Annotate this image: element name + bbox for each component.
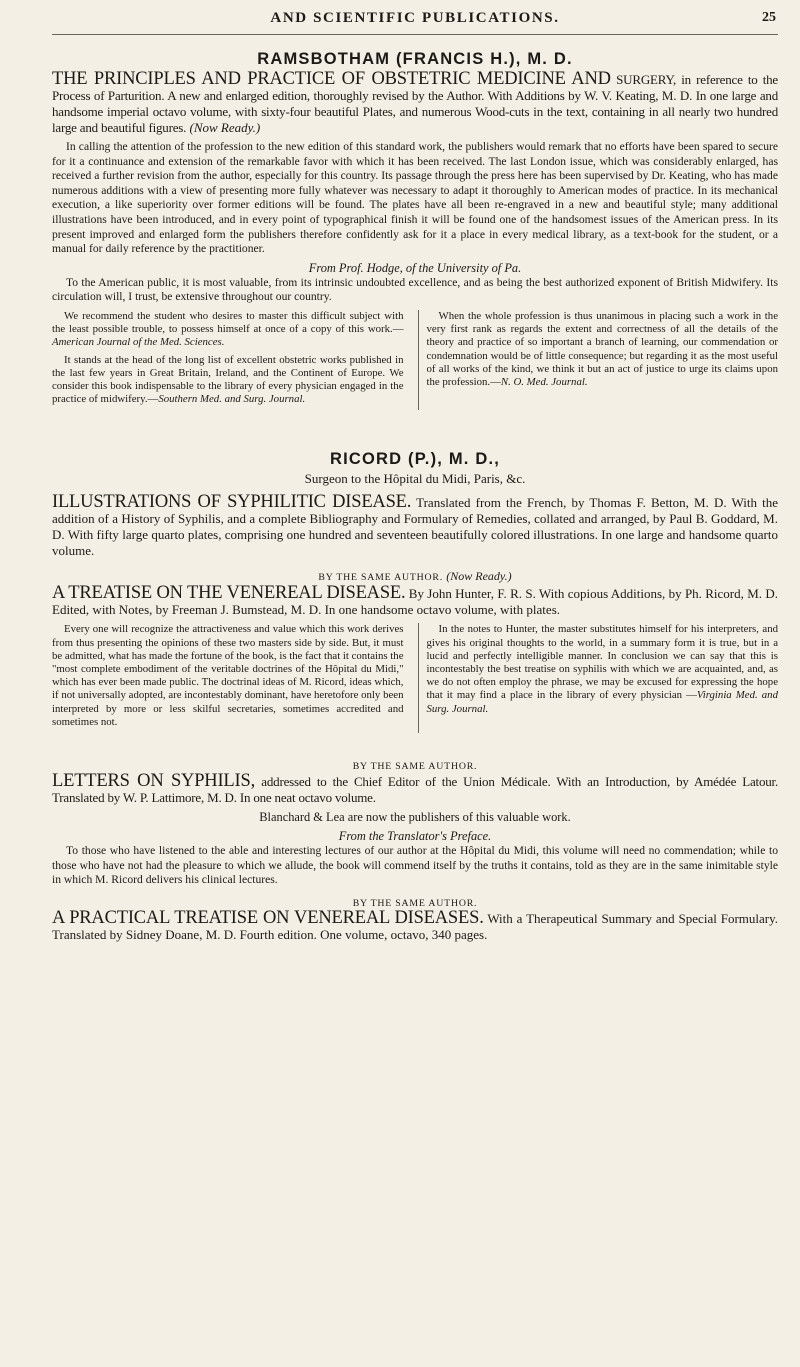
running-title: AND SCIENTIFIC PUBLICATIONS. (270, 10, 560, 26)
availability-status: (Now Ready.) (446, 569, 512, 584)
entry-practical-treatise (52, 898, 778, 943)
book-title (52, 907, 779, 943)
review-item: When the whole profession is thus unanimous in placing such a work in the very first rank as regards the extent and correctness of all the details of the theory and practice of so important a branch of learning, our commendation or condemnation would be of little consequence; but regarding it as the most useful of all works of the kind, we think it but an act of justice to urge its claims upon the profession.—N. O. Med. Journal. (426, 309, 778, 388)
book-title (52, 770, 779, 806)
book-details: Translated from the French, by Thomas F. Betton, M. D. With the addition of a History of Syphilis, and a complete Bibliography and Formulary of Remedies, collated and arranged, by Paul B. Goddard, M. D. With fifty large quarto plates, comprising one hundred and seventeen beautifully colored illustrations. In one large and handsome quarto volume. (52, 495, 779, 559)
review-column-right (418, 310, 779, 410)
quote-text: To the American public, it is most valuable, from its intrinsic undoubted excellence, and as being the best authorized exponent of British Midwifery. Its circulation will, I trust, be extensive throughout our country. (52, 275, 778, 304)
book-details: By John Hunter, F. R. S. With copious Additions, by Ph. Ricord, M. D. Edited, with Notes, by Freeman J. Bumstead, M. D. In one handsome octavo volume, with plates. (52, 586, 778, 618)
entry-ramsbotham (52, 50, 778, 410)
review-column-left (52, 310, 404, 410)
entry-letters (52, 761, 778, 888)
running-header (52, 10, 778, 35)
review-item: We recommend the student who desires to master this difficult subject with the least possible trouble, to possess himself at once of a copy of this work.—American Journal of the Med. Sciences. (52, 309, 404, 349)
review-item: It stands at the head of the long list of excellent obstetric works published in the last few years in Great Britain, Ireland, and the Continent of Europe. We consider this book indispensable to the library of every physician engaged in the practice of midwifery.—Southern Med. and Surg. Journal. (52, 353, 404, 406)
review-item: Every one will recognize the attractiveness and value which this work derives from thus presenting the opinions of these two masters side by side. But, it must be admitted, what has made the fortune of the book, is the fact that it contains the "most complete embodiment of the veritable doctrines of the Hôpital du Midi," which has ever been made public. The doctrinal ideas of M. Ricord, ideas which, if not universally adopted, are incontestably dominant, have heretofore only been interpreted by more or less skilful secretaries, sometimes accredited and sometimes not. (52, 623, 404, 728)
review-source: Southern Med. and Surg. Journal. (158, 393, 306, 406)
by-same-author: BY THE SAME AUTHOR. (352, 760, 478, 772)
page-number: 25 (762, 10, 776, 25)
review-source: American Journal of the Med. Sciences. (52, 336, 225, 349)
entry-hunter (52, 569, 778, 733)
book-title-continued: addressed to the Chief Editor of the Union Médicale. With an Introduction, by Amédée Latour. Translated by W. P. Lattimore, M. D. In one neat octavo volume. (52, 773, 779, 805)
quote-text: To those who have listened to the able and interesting lectures of our author at the Hôpital du Midi, this volume will need no commendation; while to those who have not had the pleasure to which we allude, the book will commend itself by the truths it contains, told as they are in the same inimitable style in which M. Ricord delivers his clinical lectures. (52, 843, 778, 887)
book-title (52, 494, 778, 559)
review-column-left (52, 623, 404, 733)
quote-heading: From the Translator's Preface. (338, 828, 492, 843)
review-column-right (418, 623, 779, 733)
book-title-main: A PRACTICAL TREATISE ON VENEREAL DISEASES. (52, 907, 484, 928)
author-subtitle: Surgeon to the Hôpital du Midi, Paris, &c. (304, 471, 526, 487)
by-same-author: BY THE SAME AUTHOR. (352, 897, 478, 909)
book-title-main: LETTERS ON SYPHILIS, (52, 770, 255, 791)
publisher-note: Blanchard & Lea are now the publishers of this valuable work. (259, 809, 571, 824)
review-columns (52, 623, 778, 733)
review-source: N. O. Med. Journal. (500, 375, 588, 388)
book-title-main: ILLUSTRATIONS OF SYPHILITIC DISEASE. (52, 492, 412, 513)
quote-heading: From Prof. Hodge, of the University of Pa. (308, 260, 522, 275)
book-title (52, 71, 778, 136)
entry-ricord (52, 450, 778, 559)
entry-author: RICORD (P.), M. D., (329, 450, 501, 469)
review-source: Virginia Med. and Surg. Journal. (426, 689, 778, 715)
book-title-main: A TREATISE ON THE VENEREAL DISEASE. (52, 583, 406, 604)
entry-author: RAMSBOTHAM (FRANCIS H.), M. D. (257, 50, 573, 68)
publisher-description: In calling the attention of the profession to the new edition of this standard work, the publishers would remark that no efforts have been spared to secure for it a continuance and extension of the remarkable favor with which it has been received. The last London issue, which was considerably enlarged, has received a further revision from the author, especially for this country. Its passage through the press here has been supervised by Dr. Keating, who has made numerous additions with a view of presenting more fully whatever was necessary to adapt it thoroughly to American modes of practice. In its mechanical execution, a like superiority over former editions will be found. The plates have all been re-engraved in a new and beautiful style; many additional illustrations have been introduced, and in every point of typographical finish it will be found one of the handsomest issues of the American press. In its present improved and enlarged form the publishers therefore confidently ask for it a place in every medical library, as a text-book for the student, or a manual for daily reference by the practitioner. (52, 140, 778, 256)
book-title (52, 585, 778, 618)
book-details: With a Therapeutical Summary and Special Formulary. Translated by Sidney Doane, M. D. Fourth edition. One volume, octavo, 340 pages. (52, 910, 779, 942)
review-columns (52, 310, 778, 410)
availability-status: (Now Ready.) (189, 120, 261, 135)
book-title-main: THE PRINCIPLES AND PRACTICE OF OBSTETRIC MEDICINE AND (52, 69, 611, 89)
book-title-continued: SURGERY, in reference to the Process of Parturition. A new and enlarged edition, thoroughly revised by the Author. With Additions by W. V. Keating, M. D. In one large and handsome imperial octavo volume, with sixty-four beautiful Plates, and numerous Wood-cuts in the text, containing in all nearly two hundred large and beautiful figures. (52, 72, 778, 135)
by-same-author: BY THE SAME AUTHOR. (Now Ready.) (318, 569, 512, 584)
review-item: In the notes to Hunter, the master substitutes himself for his interpreters, and gives his original thoughts to the world, in a summary form it is true, but in a lucid and perfectly intelligible manner. In conclusion we can say that this is incontestably the best treatise on syphilis with which we are acquainted, and, as we do not often employ the phrase, we may be excused for expressing the hope that it may find a place in the library of every physician —Virginia Med. and Surg. Journal. (426, 623, 778, 715)
page-content (52, 50, 778, 943)
